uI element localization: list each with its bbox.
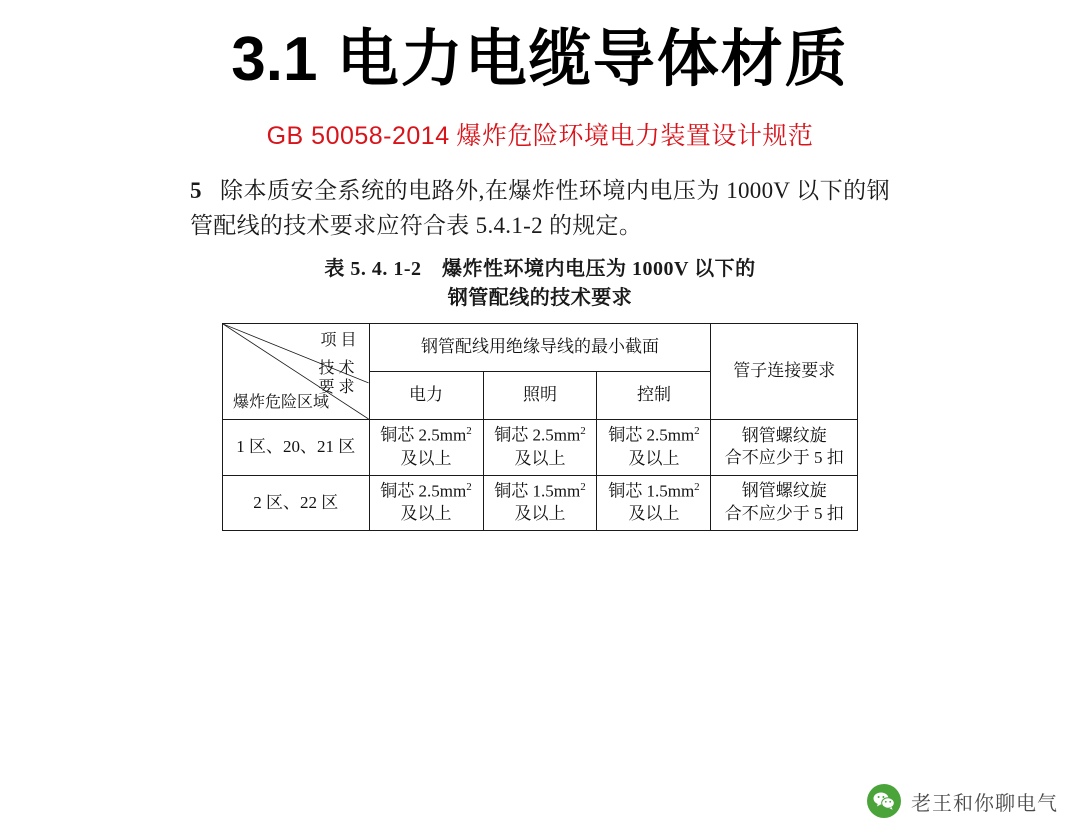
excerpt-paragraph: [190, 174, 890, 243]
row-lighting-sup: 2: [580, 480, 586, 493]
row-control-bottom: 及以上: [628, 448, 680, 468]
row-power-sup: 2: [466, 425, 472, 438]
row-pipe-top: 钢管螺纹旋: [741, 425, 827, 445]
row-control-bottom: 及以上: [628, 504, 680, 524]
row-power-top: 铜芯 2.5mm: [380, 425, 467, 445]
page-title-number: 3.1: [231, 25, 318, 94]
row-power: [369, 475, 483, 531]
table-header-pipe: 管子连接要求: [711, 324, 858, 420]
row-lighting-sup: 2: [580, 425, 586, 438]
row-lighting-bottom: 及以上: [514, 448, 566, 468]
table-group-header: 钢管配线用绝缘导线的最小截面: [369, 324, 711, 372]
spec-table: [222, 323, 858, 531]
wechat-logo-icon: [867, 784, 901, 818]
table-subheader-power: 电力: [369, 372, 483, 420]
row-control-top: 铜芯 2.5mm: [608, 425, 695, 445]
row-pipe: [711, 475, 858, 531]
corner-label-tech: 技 术 要 求: [318, 360, 355, 396]
excerpt-item-number: 5: [190, 178, 202, 204]
row-power-top: 铜芯 2.5mm: [380, 481, 467, 501]
table-header-row-1: [223, 324, 858, 372]
standard-code: GB 50058-2014: [266, 122, 450, 151]
page-title-text: 电力电缆导体材质: [336, 25, 849, 94]
page-title: [0, 26, 1080, 94]
standard-reference: [0, 116, 1080, 152]
corner-label-item: 项 目: [320, 332, 357, 350]
table-caption-line1: 表 5. 4. 1-2 爆炸性环境内电压为 1000V 以下的: [324, 258, 756, 281]
watermark-text: 老王和你聊电气: [911, 792, 1058, 815]
row-control-sup: 2: [694, 425, 700, 438]
row-power-sup: 2: [466, 480, 472, 493]
row-lighting: [483, 420, 597, 476]
row-power-bottom: 及以上: [400, 504, 452, 524]
row-control: [597, 475, 711, 531]
table-row: [223, 420, 858, 476]
excerpt-paragraph-text: 除本质安全系统的电路外,在爆炸性环境内电压为 1000V 以下的钢管配线的技术要求应符合表 5.4.1-2 的规定。: [190, 178, 890, 238]
spec-table-container: [222, 323, 858, 531]
standard-name: 爆炸危险环境电力装置设计规范: [456, 123, 814, 151]
table-corner-cell: [223, 324, 370, 420]
row-lighting-top: 铜芯 2.5mm: [494, 425, 581, 445]
standard-excerpt: [190, 174, 890, 531]
row-zone: 1 区、20、21 区: [223, 420, 370, 476]
row-control-sup: 2: [694, 480, 700, 493]
corner-label-zone: 爆炸危险区域: [233, 393, 330, 411]
row-power-bottom: 及以上: [400, 448, 452, 468]
row-power: [369, 420, 483, 476]
row-pipe-bottom: 合不应少于 5 扣: [724, 448, 844, 468]
row-pipe: [711, 420, 858, 476]
table-caption: [190, 255, 890, 313]
row-control-top: 铜芯 1.5mm: [608, 481, 695, 501]
row-pipe-bottom: 合不应少于 5 扣: [724, 503, 844, 523]
wechat-glyph-icon: [873, 792, 895, 810]
table-row: [223, 475, 858, 531]
row-lighting-top: 铜芯 1.5mm: [494, 481, 581, 501]
row-lighting-bottom: 及以上: [514, 504, 566, 524]
row-zone: 2 区、22 区: [223, 475, 370, 531]
table-caption-line2: 钢管配线的技术要求: [447, 287, 633, 310]
row-control: [597, 420, 711, 476]
row-lighting: [483, 475, 597, 531]
table-subheader-control: 控制: [597, 372, 711, 420]
row-pipe-top: 钢管螺纹旋: [741, 481, 827, 501]
watermark: [867, 784, 1058, 818]
table-subheader-lighting: 照明: [483, 372, 597, 420]
